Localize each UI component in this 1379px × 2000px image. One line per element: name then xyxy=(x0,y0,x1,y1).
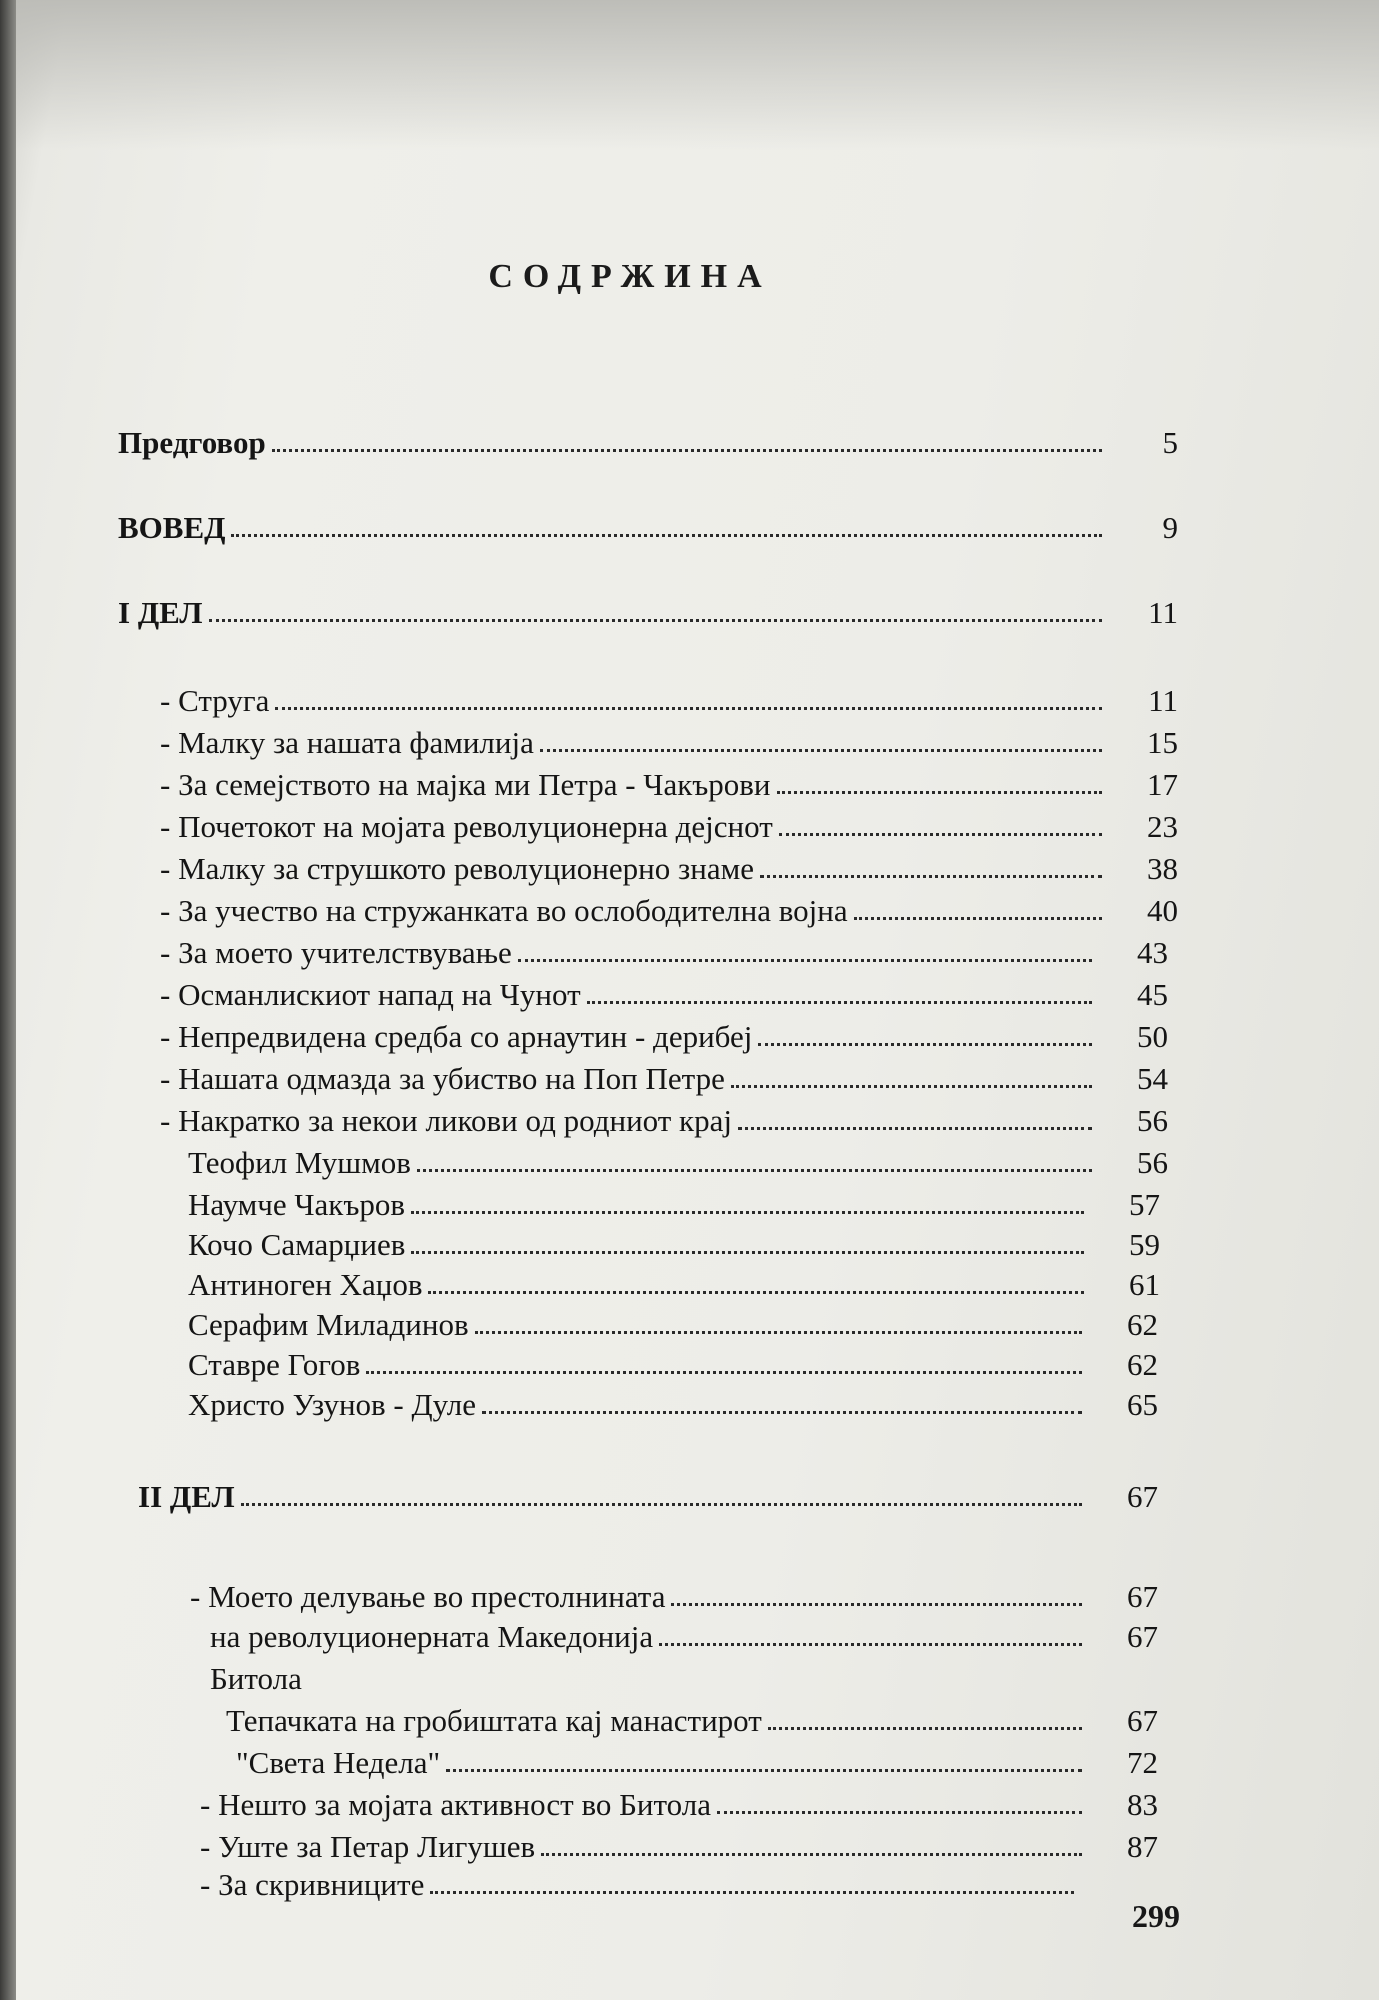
toc-entry-label: - За скривниците xyxy=(200,1867,425,1902)
toc-entry-page: 56 xyxy=(1137,1103,1168,1138)
dot-leader xyxy=(758,1042,1092,1046)
toc-entry-label: - Накратко за некои ликови од родниот крај xyxy=(160,1103,732,1138)
dot-leader xyxy=(671,1602,1082,1606)
toc-entry xyxy=(188,1262,1160,1302)
toc-entry-label: I ДЕЛ xyxy=(118,595,203,630)
toc-entry-label: Серафим Миладинов xyxy=(188,1307,469,1342)
toc-entry-label: Битола xyxy=(210,1661,302,1696)
toc-entry-page: 38 xyxy=(1147,851,1178,886)
toc-entry-page: 56 xyxy=(1137,1145,1168,1180)
toc-entry xyxy=(160,762,1178,802)
dot-leader xyxy=(587,1000,1092,1004)
toc-entry xyxy=(160,972,1168,1012)
toc-entry xyxy=(200,1862,1150,1902)
toc-entry xyxy=(188,1342,1158,1382)
toc-entry-label: на револуционерната Македонија xyxy=(210,1619,654,1654)
toc-entry-page: 59 xyxy=(1129,1227,1160,1262)
page-title: СОДРЖИНА xyxy=(488,258,772,295)
toc-entry-page: 5 xyxy=(1162,425,1178,460)
dot-leader xyxy=(540,748,1102,752)
dot-leader xyxy=(430,1890,1074,1894)
page-number: 299 xyxy=(1132,1898,1180,1934)
toc-entry xyxy=(160,678,1178,718)
dot-leader xyxy=(731,1084,1092,1088)
toc-entry-label: - За учество на стружанката во ослободителна војна xyxy=(160,893,848,928)
toc-entry-page: 9 xyxy=(1162,510,1178,545)
toc-entry xyxy=(188,1382,1158,1422)
toc-entry xyxy=(200,1782,1158,1822)
toc-entry-label: - Малку за струшкото револуционерно знаме xyxy=(160,851,754,886)
toc-entry xyxy=(160,1098,1168,1138)
toc-entry-label: - За моето учителствување xyxy=(160,935,512,970)
dot-leader xyxy=(275,706,1102,710)
toc-entry-label: ВОВЕД xyxy=(118,510,226,545)
toc-entry-page: 83 xyxy=(1127,1787,1158,1822)
toc-entry xyxy=(160,930,1168,970)
toc-entry xyxy=(188,1302,1158,1342)
toc-entry-label: II ДЕЛ xyxy=(138,1479,235,1514)
toc-entry-page: 23 xyxy=(1147,809,1178,844)
toc-entry xyxy=(210,1656,1158,1696)
dot-leader xyxy=(482,1410,1082,1414)
toc-entry-page: 57 xyxy=(1129,1187,1160,1222)
toc-entry-label: Предговор xyxy=(118,425,266,460)
dot-leader xyxy=(518,958,1092,962)
toc-entry-label: "Света Недела" xyxy=(236,1745,441,1780)
toc-entry-label: - Непредвидена средба со арнаутин - дерибеј xyxy=(160,1019,753,1054)
dot-leader xyxy=(854,916,1102,920)
toc-entry-page: 11 xyxy=(1148,595,1178,630)
toc-entry xyxy=(190,1574,1158,1614)
dot-leader xyxy=(411,1210,1084,1214)
dot-leader xyxy=(768,1726,1082,1730)
dot-leader xyxy=(738,1126,1092,1130)
toc-entry-page: 11 xyxy=(1148,683,1178,718)
toc-entry-page: 61 xyxy=(1129,1267,1160,1302)
dot-leader xyxy=(209,618,1102,622)
dot-leader xyxy=(777,790,1102,794)
book-gutter xyxy=(0,0,16,2000)
toc-entry xyxy=(160,804,1178,844)
toc-entry xyxy=(188,1182,1160,1222)
toc-entry xyxy=(210,1614,1158,1654)
toc-entry-label: Теофил Мушмов xyxy=(188,1145,411,1180)
toc-entry-page: 54 xyxy=(1137,1061,1168,1096)
toc-entry xyxy=(118,590,1178,630)
toc-entry-label: - Струга xyxy=(160,683,270,718)
toc-entry xyxy=(226,1698,1158,1738)
toc-entry-page: 17 xyxy=(1147,767,1178,802)
page-shadow xyxy=(0,0,1379,150)
toc-entry-page: 65 xyxy=(1127,1387,1158,1422)
toc-entry-label: - Моето делување во престолнината xyxy=(190,1579,666,1614)
toc-entry-label: Кочо Самарџиев xyxy=(188,1227,406,1262)
toc-entry-label: Антиноген Хаџов xyxy=(188,1267,423,1302)
toc-entry-page: 72 xyxy=(1127,1745,1158,1780)
dot-leader xyxy=(446,1768,1082,1772)
dot-leader xyxy=(760,874,1102,878)
toc-entry xyxy=(160,1014,1168,1054)
toc-entry xyxy=(118,420,1178,460)
toc-entry-page: 62 xyxy=(1127,1347,1158,1382)
dot-leader xyxy=(272,448,1102,452)
toc-entry xyxy=(160,720,1178,760)
toc-entry xyxy=(138,1474,1158,1514)
dot-leader xyxy=(717,1810,1082,1814)
toc-entry-page: 45 xyxy=(1137,977,1168,1012)
toc-entry xyxy=(200,1824,1158,1864)
toc-entry-label: - За семејството на мајка ми Петра - Чакърови xyxy=(160,767,771,802)
dot-leader xyxy=(231,533,1102,537)
toc-entry xyxy=(188,1222,1160,1262)
toc-entry xyxy=(188,1140,1168,1180)
toc-entry-page: 43 xyxy=(1137,935,1168,970)
toc-entry xyxy=(118,505,1178,545)
toc-entry-page: 67 xyxy=(1127,1619,1158,1654)
toc-entry xyxy=(160,1056,1168,1096)
toc-entry-label: - Уште за Петар Лигушев xyxy=(200,1829,536,1864)
toc-entry-label: - Малку за нашата фамилија xyxy=(160,725,534,760)
toc-entry-page: 40 xyxy=(1147,893,1178,928)
toc-entry-label: - Нешто за мојата активност во Битола xyxy=(200,1787,711,1822)
toc-entry-label: - Османлискиот напад на Чунот xyxy=(160,977,581,1012)
toc-entry xyxy=(160,888,1178,928)
dot-leader xyxy=(475,1330,1082,1334)
dot-leader xyxy=(659,1642,1082,1646)
toc-entry-page: 62 xyxy=(1127,1307,1158,1342)
dot-leader xyxy=(366,1370,1082,1374)
dot-leader xyxy=(417,1168,1092,1172)
toc-entry-page: 67 xyxy=(1127,1479,1158,1514)
toc-entry xyxy=(236,1740,1158,1780)
dot-leader xyxy=(428,1290,1084,1294)
toc-entry-page: 67 xyxy=(1127,1579,1158,1614)
toc-entry-label: Тепачката на гробиштата кај манастирот xyxy=(226,1703,762,1738)
dot-leader xyxy=(541,1852,1082,1856)
toc-entry-page: 15 xyxy=(1147,725,1178,760)
toc-entry-page: 67 xyxy=(1127,1703,1158,1738)
toc-entry-page: 50 xyxy=(1137,1019,1168,1054)
dot-leader xyxy=(411,1250,1084,1254)
toc-entry-label: Наумче Чакъров xyxy=(188,1187,406,1222)
toc-entry-label: Христо Узунов - Дуле xyxy=(188,1387,477,1422)
dot-leader xyxy=(241,1502,1082,1506)
toc-entry-page: 87 xyxy=(1127,1829,1158,1864)
dot-leader xyxy=(779,832,1102,836)
toc-entry-label: Ставре Гогов xyxy=(188,1347,361,1382)
toc-entry xyxy=(160,846,1178,886)
toc-entry-label: - Почетокот на мојата револуционерна дејснот xyxy=(160,809,773,844)
toc-entry-label: - Нашата одмазда за убиство на Поп Петре xyxy=(160,1061,725,1096)
